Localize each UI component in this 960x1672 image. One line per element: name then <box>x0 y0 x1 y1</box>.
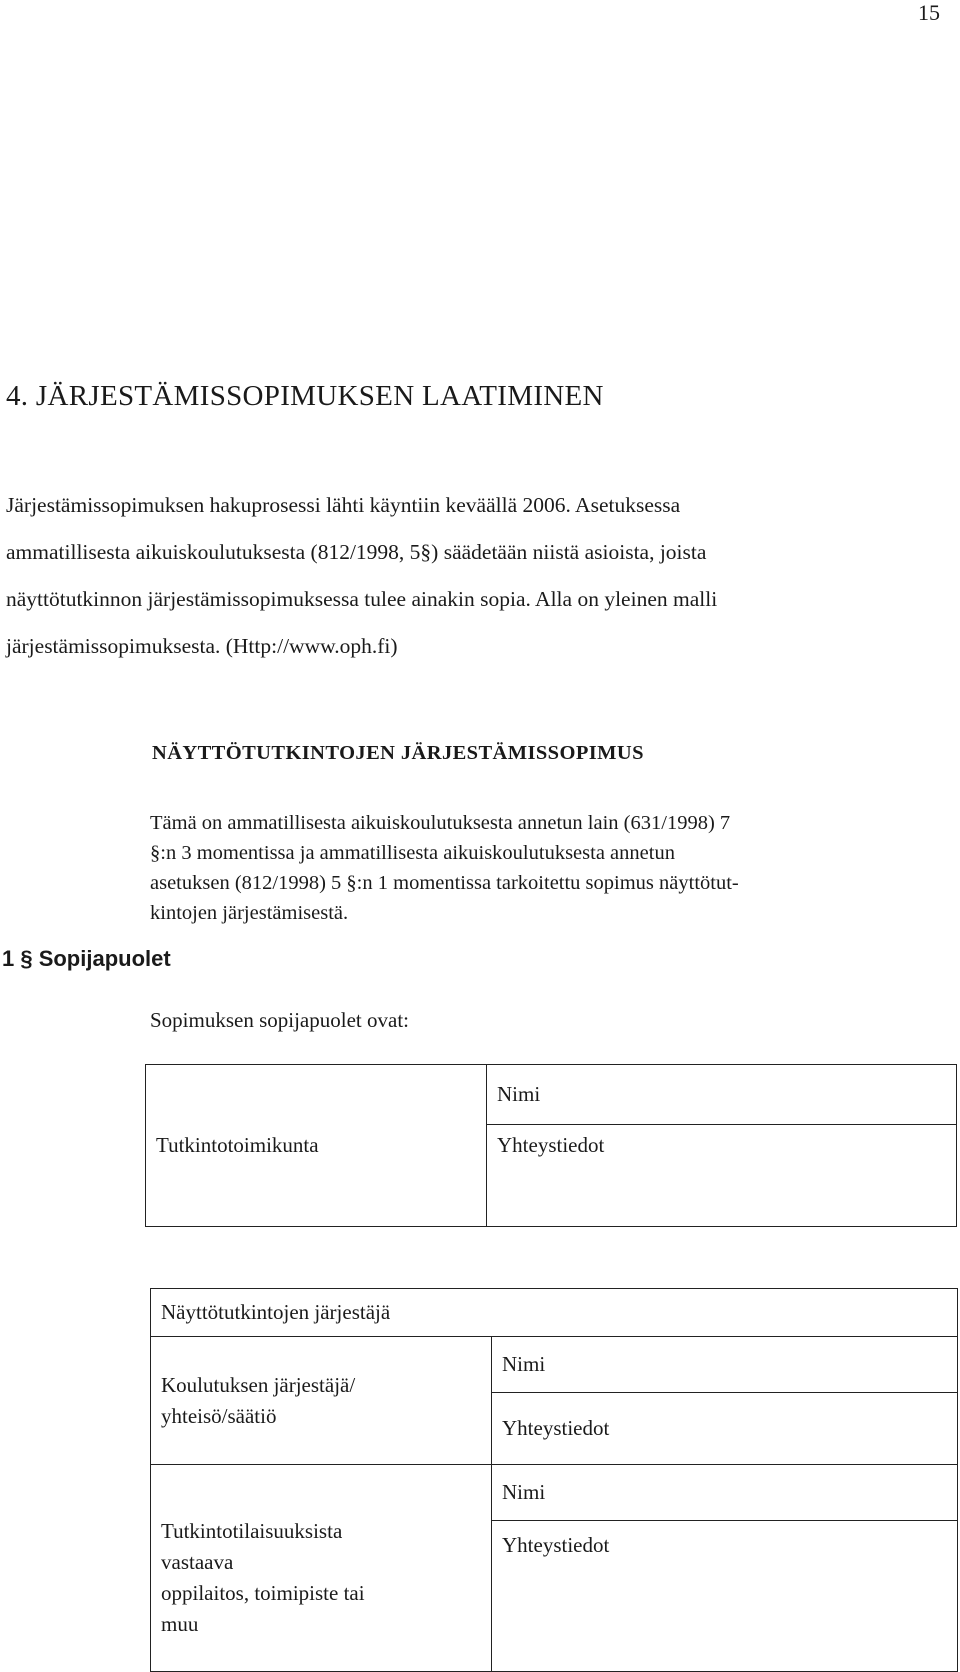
section-title: 4. JÄRJESTÄMISSOPIMUKSEN LAATIMINEN <box>6 380 604 412</box>
page-number: 15 <box>918 0 940 25</box>
intro-line: Järjestämissopimuksen hakuprosessi lähti käyntiin keväällä 2006. Asetuksessa <box>6 493 681 517</box>
exam-committee-label: Tutkintotoimikunta <box>156 1133 319 1157</box>
intro-line: näyttötutkinnon järjestämissopimuksessa tulee ainakin sopia. Alla on yleinen malli <box>6 587 718 611</box>
responsible-institution-label-line: muu <box>161 1612 199 1636</box>
paragraph-line: asetuksen (812/1998) 5 §:n 1 momentissa tarkoitettu sopimus näyttötut- <box>150 872 739 894</box>
contact-label: Yhteystiedot <box>502 1416 610 1440</box>
training-provider-label-line: yhteisö/säätiö <box>161 1403 277 1428</box>
paragraph-line: Tämä on ammatillisesta aikuiskoulutuksesta annetun lain (631/1998) 7 <box>150 812 731 834</box>
exam-organizer-label: Näyttötutkintojen järjestäjä <box>161 1300 391 1324</box>
contact-cell[interactable] <box>492 1393 958 1465</box>
responsible-institution-label-cell <box>151 1465 492 1672</box>
name-label: Nimi <box>502 1480 546 1504</box>
responsible-institution-label-line: vastaava <box>161 1550 234 1574</box>
responsible-institution-label-line: oppilaitos, toimipiste tai <box>161 1581 365 1605</box>
parties-intro-text: Sopimuksen sopijapuolet ovat: <box>150 1008 409 1032</box>
paragraph-line: kintojen järjestämisestä. <box>150 902 349 924</box>
name-label: Nimi <box>502 1352 546 1376</box>
paragraph-line: §:n 3 momentissa ja ammatillisesta aikuiskoulutuksesta annetun <box>150 842 675 864</box>
exam-organizer-table <box>150 1288 958 1672</box>
parties-section-heading: 1 § Sopijapuolet <box>2 946 171 971</box>
exam-committee-table <box>145 1064 957 1227</box>
contact-cell[interactable] <box>492 1521 958 1672</box>
responsible-institution-label-line: Tutkintotilaisuuksista <box>161 1519 343 1543</box>
agreement-title: NÄYTTÖTUTKINTOJEN JÄRJESTÄMISSOPIMUS <box>152 742 644 764</box>
contact-label: Yhteystiedot <box>502 1533 610 1557</box>
agreement-paragraph <box>150 808 739 928</box>
name-cell[interactable] <box>492 1337 958 1393</box>
name-cell[interactable] <box>492 1465 958 1521</box>
exam-committee-label-cell <box>146 1065 487 1227</box>
exam-organizer-header-cell <box>151 1289 958 1337</box>
training-provider-label-cell <box>151 1337 492 1465</box>
contact-label: Yhteystiedot <box>497 1133 605 1158</box>
intro-line: ammatillisesta aikuiskoulutuksesta (812/1998, 5§) säädetään niistä asioista, joista <box>6 540 707 564</box>
name-cell[interactable] <box>487 1065 957 1125</box>
contact-blank-cell[interactable] <box>487 1167 957 1227</box>
contact-cell[interactable] <box>487 1125 957 1167</box>
intro-line: järjestämissopimuksesta. (Http://www.oph.fi) <box>6 634 398 658</box>
training-provider-label-line: Koulutuksen järjestäjä/ <box>161 1372 356 1397</box>
name-label: Nimi <box>497 1082 541 1106</box>
intro-paragraph <box>6 482 717 670</box>
